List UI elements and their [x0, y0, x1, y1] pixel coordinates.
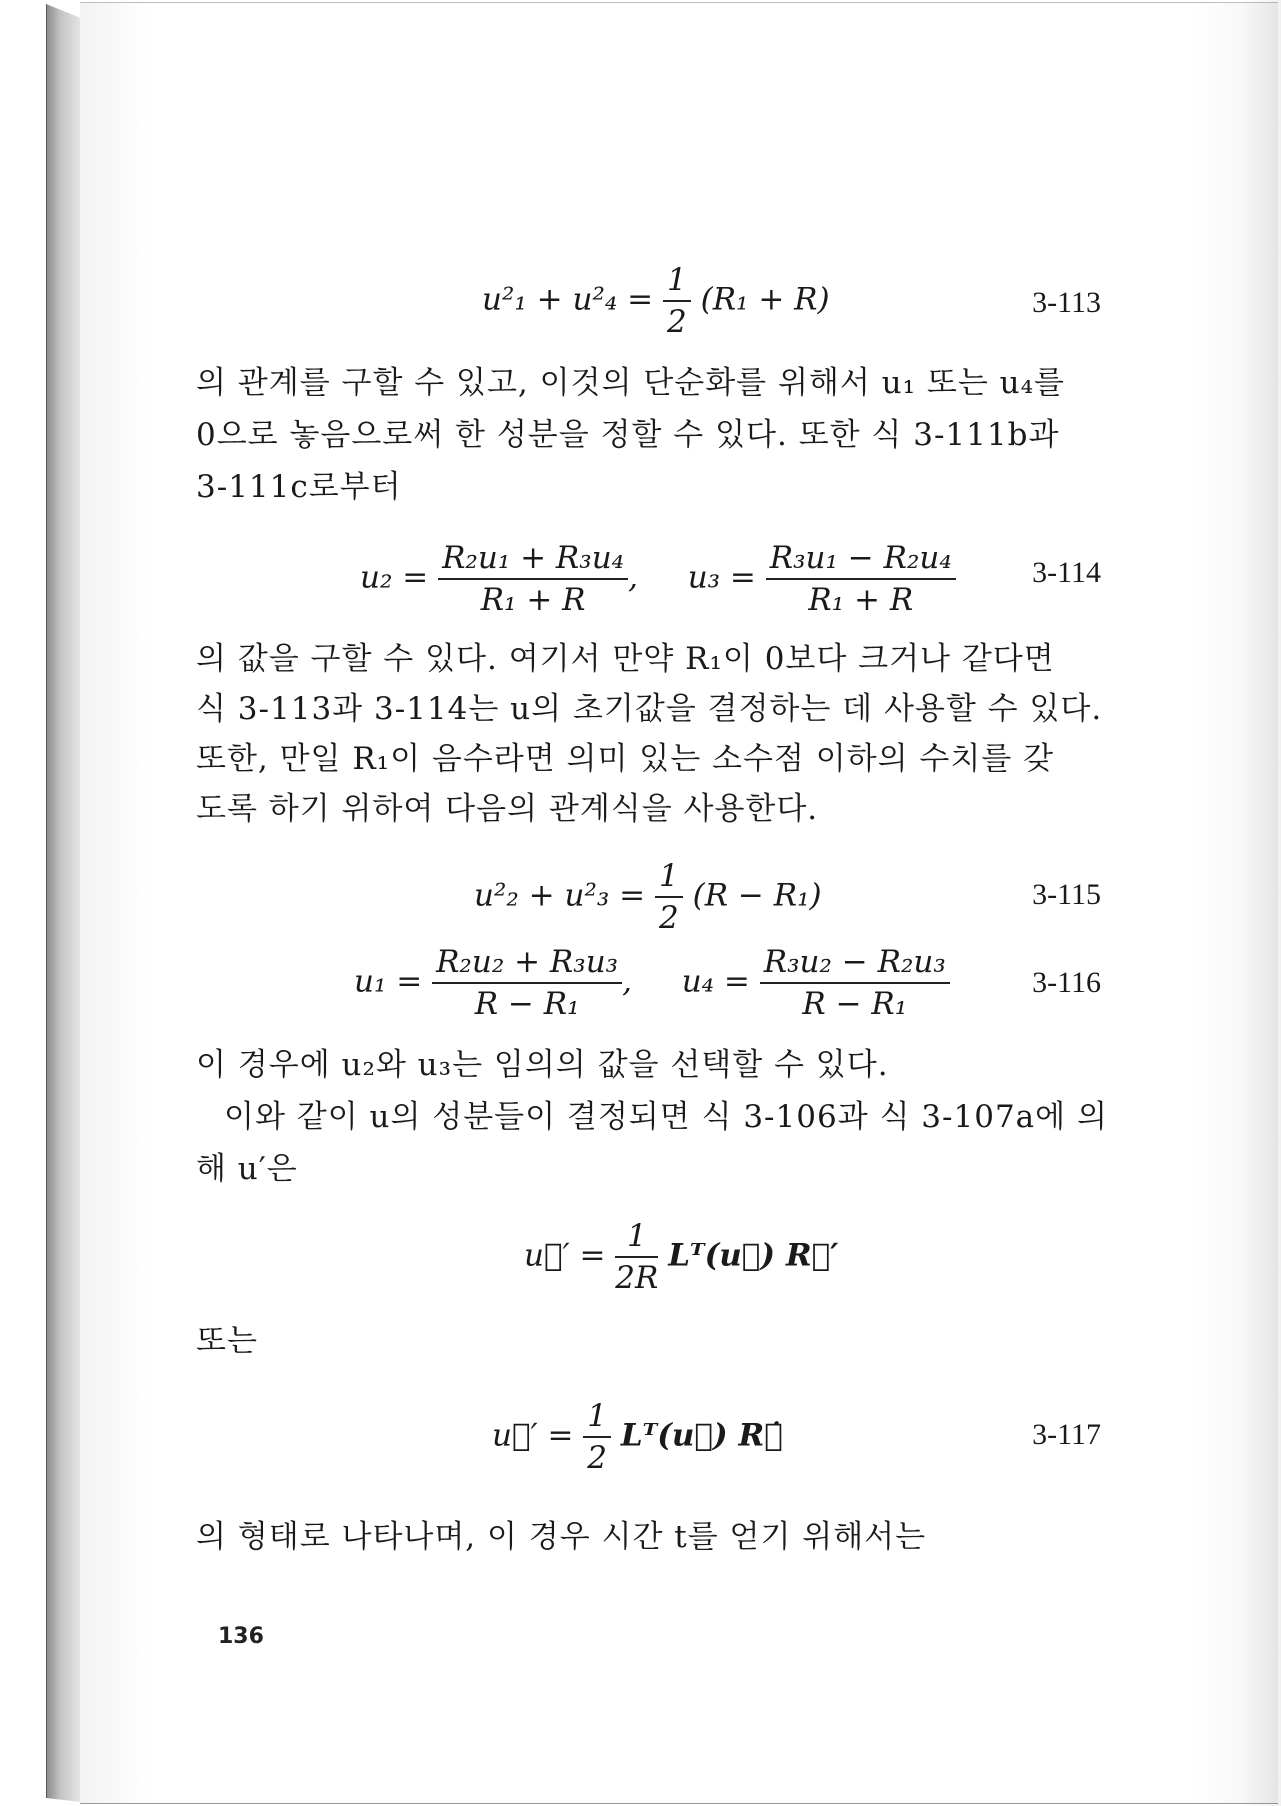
eq-114-denominator-a: R₁ + R [480, 582, 586, 618]
eq-117-fraction [583, 1398, 611, 1476]
eq-117-lhs: u⃗′ = [492, 1417, 574, 1454]
eq-113-denominator: 2 [667, 304, 687, 340]
paragraph-line: 또한, 만일 R₁이 음수라면 의미 있는 소수점 이하의 수치를 갖 [196, 741, 1055, 777]
eq-114-separator: , [628, 559, 638, 596]
eq-unnumbered-lhs: u⃗′ = [524, 1237, 606, 1274]
eq-116-lhs-a: u₁ = [354, 963, 423, 1000]
eq-113-numerator: 1 [663, 262, 691, 302]
equation-3-113 [482, 262, 830, 340]
paragraph-line: 이 경우에 u₂와 u₃는 임의의 값을 선택할 수 있다. [196, 1047, 889, 1083]
paragraph-line: 도록 하기 위하여 다음의 관계식을 사용한다. [196, 791, 819, 827]
eq-unnumbered-fraction [615, 1218, 658, 1296]
page-edge-shadow [1241, 0, 1281, 1806]
eq-114-numerator-a: R₂u₁ + R₃u₄ [438, 540, 628, 580]
equation-unnumbered [524, 1218, 838, 1296]
eq-115-rhs: (R − R₁) [692, 877, 822, 914]
paragraph-line: 0으로 놓음으로써 한 성분을 정할 수 있다. 또한 식 3-111b과 [196, 417, 1060, 453]
eq-113-rhs: (R₁ + R) [700, 281, 830, 318]
eq-113-fraction [663, 262, 691, 340]
paragraph-line: 의 관계를 구할 수 있고, 이것의 단순화를 위해서 u₁ 또는 u₄를 [196, 365, 1065, 401]
equation-3-116 [354, 944, 950, 1022]
eq-116-denominator-a: R − R₁ [474, 986, 580, 1022]
paragraph-line: 해 u′은 [196, 1151, 298, 1187]
eq-114-lhs-a: u₂ = [360, 559, 429, 596]
eq-unnumbered-denominator: 2R [615, 1260, 659, 1296]
equation-3-117 [492, 1398, 783, 1476]
paragraph-line: 또는 [196, 1323, 258, 1359]
eq-113-lhs: u²₁ + u²₄ = [482, 281, 654, 318]
eq-116-numerator-a: R₂u₂ + R₃u₃ [432, 944, 622, 984]
book-spine-edge [46, 4, 81, 1802]
equation-number-3-117: 3-117 [1032, 1418, 1101, 1451]
eq-116-lhs-b: u₄ = [681, 963, 750, 1000]
eq-114-fraction-b [766, 540, 956, 618]
equation-number-3-116: 3-116 [1032, 966, 1101, 999]
eq-116-numerator-b: R₃u₂ − R₂u₃ [760, 944, 950, 984]
paragraph-line: 의 값을 구할 수 있다. 여기서 만약 R₁이 0보다 크거나 같다면 [196, 641, 1055, 677]
eq-115-fraction [655, 858, 683, 936]
eq-114-lhs-b: u₃ = [687, 559, 756, 596]
eq-115-denominator: 2 [659, 900, 679, 936]
eq-115-lhs: u²₂ + u²₃ = [474, 877, 646, 914]
equation-number-3-113: 3-113 [1032, 286, 1101, 319]
equation-number-3-115: 3-115 [1032, 878, 1101, 911]
paragraph-line: 3-111c로부터 [196, 469, 402, 505]
eq-114-denominator-b: R₁ + R [808, 582, 914, 618]
eq-116-denominator-b: R − R₁ [802, 986, 908, 1022]
eq-117-denominator: 2 [587, 1440, 608, 1476]
paragraph-line: 이와 같이 u의 성분들이 결정되면 식 3-106과 식 3-107a에 의 [224, 1099, 1108, 1135]
eq-115-numerator: 1 [655, 858, 683, 898]
equation-number-3-114: 3-114 [1032, 556, 1101, 589]
eq-116-separator: , [622, 963, 632, 1000]
eq-117-numerator: 1 [583, 1398, 611, 1438]
eq-unnumbered-rhs: Lᵀ(u⃗) R⃗′ [668, 1237, 839, 1274]
eq-114-fraction-a [438, 540, 628, 618]
eq-114-numerator-b: R₃u₁ − R₂u₄ [766, 540, 956, 580]
equation-3-114 [360, 540, 956, 618]
eq-116-fraction-b [760, 944, 950, 1022]
page-number: 136 [218, 1624, 264, 1649]
eq-116-fraction-a [432, 944, 622, 1022]
eq-unnumbered-numerator: 1 [615, 1218, 658, 1258]
eq-117-rhs: Lᵀ(u⃗) R⃗̇ [620, 1417, 783, 1454]
paragraph-line: 식 3-113과 3-114는 u의 초기값을 결정하는 데 사용할 수 있다. [196, 691, 1103, 727]
equation-3-115 [474, 858, 822, 936]
paragraph-line: 의 형태로 나타나며, 이 경우 시간 t를 얻기 위해서는 [196, 1519, 927, 1555]
